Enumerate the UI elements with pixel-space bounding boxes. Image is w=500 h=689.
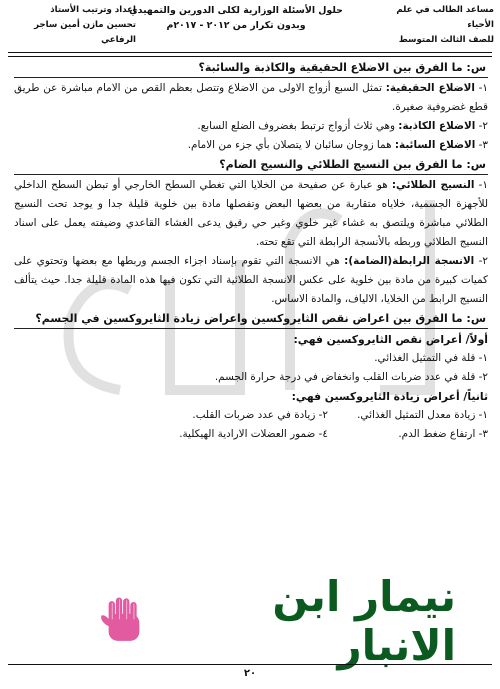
brand-signature (96, 572, 456, 670)
q1-item-3 (14, 136, 488, 155)
header-subject (374, 3, 494, 48)
q1-item-2 (14, 117, 488, 136)
header-author (6, 3, 136, 48)
q2-item-2 (14, 252, 488, 309)
q1-item-1 (14, 79, 488, 117)
item-term: الاضلاع السائبة: (394, 139, 476, 151)
item-term: الاضلاع الكاذبة: (398, 120, 476, 132)
item-text: تمثل السبع أزواج الاولى من الاضلاع وتتصل بعظم القص من الامام مباشرة عن طريق قطع غضروفية صغيرة. (14, 82, 488, 113)
q2-item-1 (14, 176, 488, 252)
item-number: ١- (478, 82, 488, 94)
item-text: هو عبارة عن صفيحة من الخلايا التي تغطي السطح الخارجي أو تبطن السطح الداخلي للأجهزة الجسمية، خلاياه متقاربة من بعضها البعض وتفصلها مادة بين خلوية قليلة جدا و يوجد تحت النسيج الطلائي مباشرة ويلتصق به غشاء غير خلوي وغير حي رقيق يدعى الغشاء القاعدي وضيفته يعمل على اسناد النسيج الطلائي وربطه بالأنسجة الرابطة التي تقع تحته. (14, 179, 488, 248)
q3-second-item-1: ١- زيادة معدل التمثيل الغذائي. (357, 409, 488, 421)
question-1: س: ما الفرق بين الاضلاع الحقيقية والكاذبة والسائبة؟ (14, 58, 488, 78)
item-text: هما زوجان سائبان لا يتصلان بأي جزء من الامام. (187, 139, 395, 151)
item-text: هي الانسجة التي تقوم بإسناد اجزاء الجسم وربطها مع بعضها وتحتوي على كميات كبيرة من مادة بين خلوية على عكس الانسجة الطلائية التي تكون فيها هذه المادة قليلة جدا. حيث يتألف النسيج الرابط من الخلايا، الالياف، والمادة الاساس. (14, 255, 488, 305)
header-author-name: تحسين مازن أمين ساجر الرفاعي (34, 20, 136, 45)
item-number: ١- (478, 179, 489, 191)
header-subject-title: مساعد الطالب في علم الأحياء (396, 5, 494, 30)
q3-second-heading: ثانياً/ أعراض زيادة الثايروكسين فهي: (291, 390, 488, 403)
q3-first-item-2: ٢- قلة في عدد ضربات القلب وانخفاض في درجة حرارة الجسم. (214, 371, 488, 383)
q3-second-item-2: ٢- زيادة في عدد ضربات القلب. (192, 409, 328, 421)
content (14, 58, 488, 444)
q3-first-heading: أولاً/ أعراض نقص الثايروكسين فهي: (293, 333, 488, 346)
item-number: ٢- (478, 120, 488, 132)
item-text: وهي ثلاث أزواج ترتبط بغضروف الضلع السابع. (197, 120, 399, 132)
header-divider (8, 52, 492, 57)
item-term: الانسجة الرابطة(الضامة): (344, 255, 475, 267)
header-title-line2: وبدون تكرار من ٢٠١٢ - ٢٠١٧م (166, 20, 306, 31)
hand-icon (96, 592, 150, 650)
header-grade: للصف الثالث المتوسط (398, 35, 494, 45)
header-title-line1: حلول الأسئلة الوزارية لكلى الدورين والتمهيدي (129, 5, 343, 16)
footer-divider (8, 664, 492, 665)
page-number: ٢٠ (243, 668, 257, 679)
brand-text: نيمار ابن الانبار (272, 572, 456, 670)
header-title (106, 3, 366, 33)
header (6, 3, 494, 55)
q3-second-item-3: ٣- ارتفاع ضغط الدم. (398, 428, 488, 440)
q3-second-row-2 (14, 425, 488, 444)
q3-first-item-1: ١- قلة في التمثيل الغذائي. (374, 352, 488, 364)
item-term: الاضلاع الحقيقية: (385, 82, 475, 94)
question-3: س: ما الفرق بين اعراض نقص الثايروكسين واعراض زيادة الثايروكسين في الجسم؟ (14, 309, 488, 329)
question-2: س: ما الفرق بين النسيج الطلائي والنسيج الضام؟ (14, 155, 488, 175)
header-author-label: إعداد وترتيب الأستاذ (50, 5, 136, 15)
item-number: ٣- (478, 139, 488, 151)
q3-second-item-4: ٤- ضمور العضلات الارادية الهيكلية. (179, 428, 328, 440)
q3-second-row-1 (14, 406, 488, 425)
item-term: النسيج الطلائي: (391, 179, 475, 191)
item-number: ٢- (478, 255, 488, 267)
